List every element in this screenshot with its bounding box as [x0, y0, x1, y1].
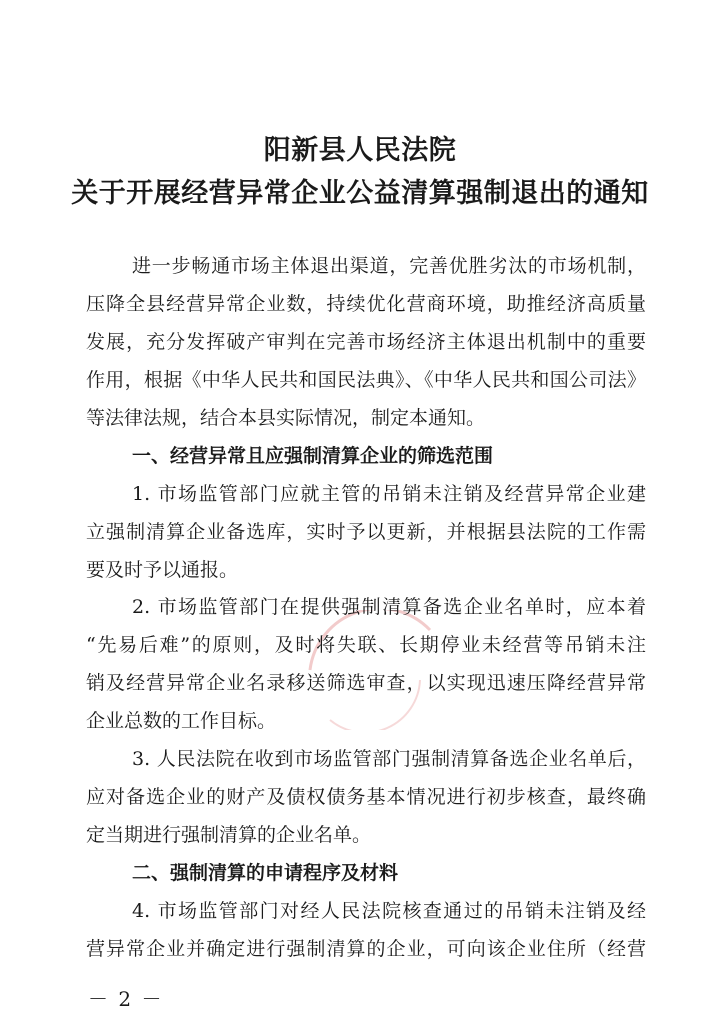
intro-line: 作用，根据《中华人民共和国民法典》、《中华人民共和国公司法》 — [86, 368, 646, 391]
item-2-line: “先易后难”的原则，及时将失联、长期停业未经营等吊销未注 — [86, 634, 646, 657]
page-number: － 2 － — [88, 986, 164, 1011]
intro-line: 进一步畅通市场主体退出渠道，完善优胜劣汰的市场机制， — [132, 255, 646, 277]
item-1-line: 要及时予以通报。 — [86, 558, 239, 581]
document-title-notice: 关于开展经营异常企业公益清算强制退出的通知 — [71, 178, 649, 209]
item-2-line: 企业总数的工作目标。 — [86, 710, 277, 733]
item-3-line: 定当期进行强制清算的企业名单。 — [86, 824, 372, 847]
item-2-line: 销及经营异常企业名录移送筛选审查，以实现迅速压降经营异常 — [86, 672, 646, 695]
section-heading-2: 二、强制清算的申请程序及材料 — [132, 862, 399, 885]
item-3-line: 应对备选企业的财产及债权债务基本情况进行初步核查，最终确 — [86, 786, 646, 809]
intro-line: 压降全县经营异常企业数，持续优化营商环境，助推经济高质量 — [86, 292, 646, 315]
section-heading-1: 一、经营异常且应强制清算企业的筛选范围 — [132, 444, 494, 467]
document-title-court: 阳新县人民法院 — [263, 135, 457, 166]
item-1-line: 1. 市场监管部门应就主管的吊销未注销及经营异常企业建 — [132, 482, 646, 505]
intro-line: 发展，充分发挥破产审判在完善市场经济主体退出机制中的重要 — [86, 330, 646, 353]
intro-line: 等法律法规，结合本县实际情况，制定本通知。 — [86, 406, 486, 429]
item-2-line: 2. 市场监管部门在提供强制清算备选企业名单时，应本着 — [132, 596, 646, 619]
item-4-line: 4. 市场监管部门对经人民法院核查通过的吊销未注销及经 — [132, 900, 646, 923]
item-1-line: 立强制清算企业备选库，实时予以更新，并根据县法院的工作需 — [86, 520, 646, 543]
item-3-line: 3. 人民法院在收到市场监管部门强制清算备选企业名单后， — [132, 748, 646, 771]
item-4-line: 营异常企业并确定进行强制清算的企业，可向该企业住所（经营 — [86, 937, 646, 960]
